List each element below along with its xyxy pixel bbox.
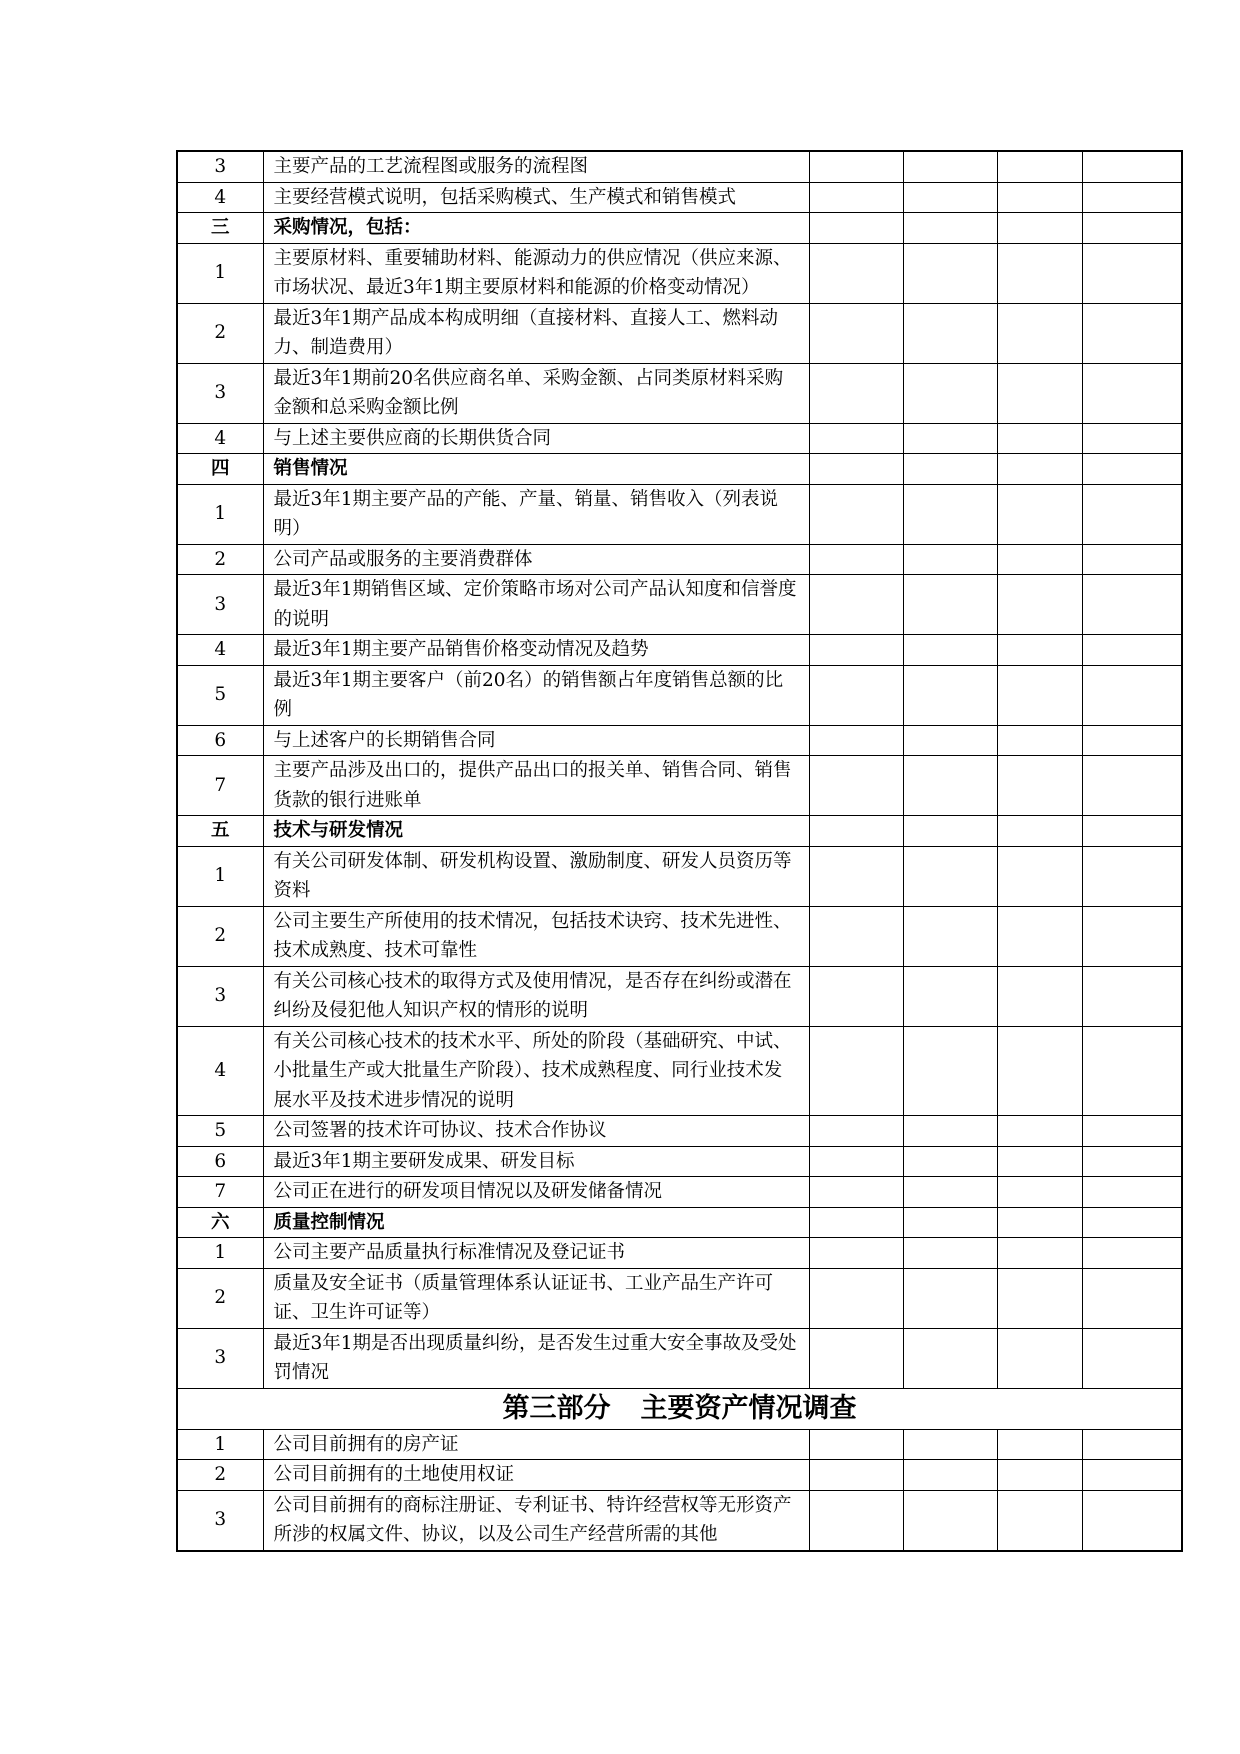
- blank-check-cell: [809, 816, 903, 847]
- checklist-item-row: [177, 182, 1182, 213]
- checklist-item-row: [177, 303, 1182, 363]
- item-number: 2: [177, 1268, 263, 1328]
- checklist-item-row: [177, 665, 1182, 725]
- blank-check-cell: [997, 846, 1082, 906]
- checklist-item-row: [177, 906, 1182, 966]
- blank-check-cell: [809, 303, 903, 363]
- checklist-item-row: [177, 363, 1182, 423]
- section-heading-row: [177, 454, 1182, 485]
- item-description: 主要经营模式说明，包括采购模式、生产模式和销售模式: [263, 182, 809, 213]
- item-description: 有关公司核心技术的取得方式及使用情况，是否存在纠纷或潜在纠纷及侵犯他人知识产权的情形的说明: [263, 966, 809, 1026]
- blank-check-cell: [997, 635, 1082, 666]
- checklist-item-row: [177, 1177, 1182, 1208]
- blank-check-cell: [1082, 213, 1182, 244]
- blank-check-cell: [903, 363, 997, 423]
- checklist-item-row: [177, 756, 1182, 816]
- item-description: 有关公司研发体制、研发机构设置、激励制度、研发人员资历等资料: [263, 846, 809, 906]
- blank-check-cell: [997, 151, 1082, 182]
- blank-check-cell: [809, 756, 903, 816]
- item-number: 1: [177, 1238, 263, 1269]
- blank-check-cell: [997, 363, 1082, 423]
- blank-check-cell: [997, 1429, 1082, 1460]
- checklist-item-row: [177, 846, 1182, 906]
- blank-check-cell: [903, 1177, 997, 1208]
- blank-check-cell: [997, 966, 1082, 1026]
- blank-check-cell: [1082, 1238, 1182, 1269]
- item-number: 3: [177, 966, 263, 1026]
- item-number: 2: [177, 1460, 263, 1491]
- blank-check-cell: [903, 756, 997, 816]
- blank-check-cell: [809, 363, 903, 423]
- checklist-body: [177, 151, 1182, 1551]
- blank-check-cell: [1082, 1207, 1182, 1238]
- blank-check-cell: [809, 635, 903, 666]
- item-description: 最近3年1期主要产品销售价格变动情况及趋势: [263, 635, 809, 666]
- blank-check-cell: [903, 1116, 997, 1147]
- checklist-item-row: [177, 635, 1182, 666]
- section-title: 技术与研发情况: [263, 816, 809, 847]
- blank-check-cell: [903, 816, 997, 847]
- item-description: 公司目前拥有的土地使用权证: [263, 1460, 809, 1491]
- checklist-item-row: [177, 1328, 1182, 1388]
- item-description: 最近3年1期主要研发成果、研发目标: [263, 1146, 809, 1177]
- section-heading-row: [177, 213, 1182, 244]
- section-title: 质量控制情况: [263, 1207, 809, 1238]
- blank-check-cell: [997, 1177, 1082, 1208]
- blank-check-cell: [809, 575, 903, 635]
- blank-check-cell: [809, 423, 903, 454]
- blank-check-cell: [1082, 1177, 1182, 1208]
- blank-check-cell: [1082, 454, 1182, 485]
- blank-check-cell: [997, 182, 1082, 213]
- checklist-item-row: [177, 966, 1182, 1026]
- blank-check-cell: [1082, 423, 1182, 454]
- checklist-item-row: [177, 243, 1182, 303]
- item-number: 4: [177, 182, 263, 213]
- item-number: 3: [177, 1328, 263, 1388]
- blank-check-cell: [903, 1268, 997, 1328]
- blank-check-cell: [903, 966, 997, 1026]
- blank-check-cell: [809, 1238, 903, 1269]
- item-number: 2: [177, 303, 263, 363]
- blank-check-cell: [809, 1328, 903, 1388]
- item-description: 公司主要产品质量执行标准情况及登记证书: [263, 1238, 809, 1269]
- blank-check-cell: [997, 1238, 1082, 1269]
- blank-check-cell: [903, 1026, 997, 1116]
- blank-check-cell: [997, 484, 1082, 544]
- blank-check-cell: [903, 575, 997, 635]
- blank-check-cell: [997, 725, 1082, 756]
- checklist-item-row: [177, 544, 1182, 575]
- blank-check-cell: [809, 243, 903, 303]
- blank-check-cell: [903, 213, 997, 244]
- due-diligence-checklist-table: [176, 150, 1183, 1552]
- checklist-item-row: [177, 1268, 1182, 1328]
- item-number: 6: [177, 1146, 263, 1177]
- blank-check-cell: [809, 665, 903, 725]
- blank-check-cell: [997, 1026, 1082, 1116]
- blank-check-cell: [809, 454, 903, 485]
- blank-check-cell: [809, 1177, 903, 1208]
- item-description: 主要产品的工艺流程图或服务的流程图: [263, 151, 809, 182]
- blank-check-cell: [903, 484, 997, 544]
- blank-check-cell: [809, 1490, 903, 1551]
- item-number: 1: [177, 846, 263, 906]
- item-number: 2: [177, 906, 263, 966]
- item-description: 公司目前拥有的商标注册证、专利证书、特许经营权等无形资产所涉的权属文件、协议，以及公司生产经营所需的其他: [263, 1490, 809, 1551]
- checklist-item-row: [177, 151, 1182, 182]
- item-description: 与上述主要供应商的长期供货合同: [263, 423, 809, 454]
- blank-check-cell: [997, 756, 1082, 816]
- blank-check-cell: [903, 1328, 997, 1388]
- blank-check-cell: [809, 544, 903, 575]
- blank-check-cell: [997, 544, 1082, 575]
- item-number: 4: [177, 635, 263, 666]
- blank-check-cell: [809, 846, 903, 906]
- item-number: 3: [177, 1490, 263, 1551]
- blank-check-cell: [903, 151, 997, 182]
- blank-check-cell: [997, 575, 1082, 635]
- blank-check-cell: [809, 182, 903, 213]
- item-description: 公司目前拥有的房产证: [263, 1429, 809, 1460]
- item-number: 2: [177, 544, 263, 575]
- blank-check-cell: [997, 1328, 1082, 1388]
- item-number: 1: [177, 243, 263, 303]
- blank-check-cell: [1082, 1116, 1182, 1147]
- blank-check-cell: [903, 454, 997, 485]
- blank-check-cell: [903, 243, 997, 303]
- blank-check-cell: [1082, 182, 1182, 213]
- checklist-item-row: [177, 1490, 1182, 1551]
- blank-check-cell: [903, 303, 997, 363]
- blank-check-cell: [997, 423, 1082, 454]
- blank-check-cell: [809, 484, 903, 544]
- blank-check-cell: [903, 182, 997, 213]
- blank-check-cell: [809, 1116, 903, 1147]
- blank-check-cell: [809, 906, 903, 966]
- checklist-item-row: [177, 1146, 1182, 1177]
- blank-check-cell: [997, 1207, 1082, 1238]
- item-number: 1: [177, 484, 263, 544]
- blank-check-cell: [997, 243, 1082, 303]
- blank-check-cell: [997, 816, 1082, 847]
- section-title: 销售情况: [263, 454, 809, 485]
- blank-check-cell: [997, 1460, 1082, 1491]
- checklist-item-row: [177, 1429, 1182, 1460]
- checklist-item-row: [177, 1238, 1182, 1269]
- item-description: 主要原材料、重要辅助材料、能源动力的供应情况（供应来源、市场状况、最近3年1期主要原材料和能源的价格变动情况）: [263, 243, 809, 303]
- part-heading-cell: [177, 1388, 1182, 1429]
- item-description: 有关公司核心技术的技术水平、所处的阶段（基础研究、中试、小批量生产或大批量生产阶段）、技术成熟程度、同行业技术发展水平及技术进步情况的说明: [263, 1026, 809, 1116]
- checklist-item-row: [177, 1460, 1182, 1491]
- part-label: 第三部分: [502, 1392, 611, 1424]
- blank-check-cell: [809, 1026, 903, 1116]
- part-heading-row: [177, 1388, 1182, 1429]
- item-number: 5: [177, 1116, 263, 1147]
- blank-check-cell: [903, 1429, 997, 1460]
- blank-check-cell: [1082, 303, 1182, 363]
- item-number: 3: [177, 151, 263, 182]
- blank-check-cell: [1082, 756, 1182, 816]
- checklist-item-row: [177, 1026, 1182, 1116]
- item-description: 与上述客户的长期销售合同: [263, 725, 809, 756]
- item-description: 公司正在进行的研发项目情况以及研发储备情况: [263, 1177, 809, 1208]
- section-heading-row: [177, 1207, 1182, 1238]
- item-description: 最近3年1期是否出现质量纠纷，是否发生过重大安全事故及受处罚情况: [263, 1328, 809, 1388]
- checklist-item-row: [177, 1116, 1182, 1147]
- item-number: 5: [177, 665, 263, 725]
- blank-check-cell: [809, 1268, 903, 1328]
- blank-check-cell: [1082, 816, 1182, 847]
- blank-check-cell: [997, 906, 1082, 966]
- blank-check-cell: [809, 151, 903, 182]
- blank-check-cell: [997, 303, 1082, 363]
- blank-check-cell: [903, 665, 997, 725]
- item-number: 4: [177, 423, 263, 454]
- blank-check-cell: [1082, 1490, 1182, 1551]
- blank-check-cell: [1082, 1328, 1182, 1388]
- blank-check-cell: [809, 1207, 903, 1238]
- blank-check-cell: [997, 213, 1082, 244]
- blank-check-cell: [903, 1207, 997, 1238]
- blank-check-cell: [1082, 484, 1182, 544]
- blank-check-cell: [997, 1116, 1082, 1147]
- blank-check-cell: [809, 966, 903, 1026]
- blank-check-cell: [1082, 1429, 1182, 1460]
- blank-check-cell: [1082, 1146, 1182, 1177]
- blank-check-cell: [1082, 1268, 1182, 1328]
- item-number: 7: [177, 756, 263, 816]
- item-description: 最近3年1期主要产品的产能、产量、销量、销售收入（列表说明）: [263, 484, 809, 544]
- blank-check-cell: [1082, 151, 1182, 182]
- blank-check-cell: [903, 846, 997, 906]
- item-number: 3: [177, 363, 263, 423]
- blank-check-cell: [903, 544, 997, 575]
- item-description: 公司产品或服务的主要消费群体: [263, 544, 809, 575]
- blank-check-cell: [1082, 575, 1182, 635]
- blank-check-cell: [1082, 1460, 1182, 1491]
- item-number: 6: [177, 725, 263, 756]
- checklist-item-row: [177, 423, 1182, 454]
- blank-check-cell: [1082, 243, 1182, 303]
- section-number: 三: [177, 213, 263, 244]
- item-description: 主要产品涉及出口的，提供产品出口的报关单、销售合同、销售货款的银行进账单: [263, 756, 809, 816]
- blank-check-cell: [903, 906, 997, 966]
- blank-check-cell: [903, 1490, 997, 1551]
- blank-check-cell: [1082, 1026, 1182, 1116]
- blank-check-cell: [903, 1460, 997, 1491]
- blank-check-cell: [809, 1460, 903, 1491]
- item-number: 1: [177, 1429, 263, 1460]
- blank-check-cell: [997, 665, 1082, 725]
- item-description: 公司主要生产所使用的技术情况，包括技术诀窍、技术先进性、技术成熟度、技术可靠性: [263, 906, 809, 966]
- blank-check-cell: [1082, 725, 1182, 756]
- blank-check-cell: [903, 423, 997, 454]
- part-title: 主要资产情况调查: [640, 1392, 857, 1424]
- item-description: 最近3年1期前20名供应商名单、采购金额、占同类原材料采购金额和总采购金额比例: [263, 363, 809, 423]
- blank-check-cell: [1082, 635, 1182, 666]
- blank-check-cell: [997, 1490, 1082, 1551]
- blank-check-cell: [1082, 363, 1182, 423]
- checklist-item-row: [177, 484, 1182, 544]
- checklist-item-row: [177, 575, 1182, 635]
- section-title: 采购情况，包括：: [263, 213, 809, 244]
- blank-check-cell: [809, 1429, 903, 1460]
- section-number: 五: [177, 816, 263, 847]
- item-description: 最近3年1期销售区域、定价策略市场对公司产品认知度和信誉度的说明: [263, 575, 809, 635]
- section-number: 四: [177, 454, 263, 485]
- blank-check-cell: [809, 1146, 903, 1177]
- blank-check-cell: [1082, 906, 1182, 966]
- item-number: 3: [177, 575, 263, 635]
- item-description: 质量及安全证书（质量管理体系认证证书、工业产品生产许可证、卫生许可证等）: [263, 1268, 809, 1328]
- section-number: 六: [177, 1207, 263, 1238]
- blank-check-cell: [903, 725, 997, 756]
- item-number: 4: [177, 1026, 263, 1116]
- blank-check-cell: [903, 635, 997, 666]
- checklist-item-row: [177, 725, 1182, 756]
- section-heading-row: [177, 816, 1182, 847]
- item-description: 最近3年1期产品成本构成明细（直接材料、直接人工、燃料动力、制造费用）: [263, 303, 809, 363]
- blank-check-cell: [1082, 544, 1182, 575]
- item-description: 最近3年1期主要客户（前20名）的销售额占年度销售总额的比例: [263, 665, 809, 725]
- blank-check-cell: [903, 1146, 997, 1177]
- blank-check-cell: [997, 1146, 1082, 1177]
- blank-check-cell: [1082, 665, 1182, 725]
- blank-check-cell: [997, 1268, 1082, 1328]
- item-description: 公司签署的技术许可协议、技术合作协议: [263, 1116, 809, 1147]
- blank-check-cell: [903, 1238, 997, 1269]
- blank-check-cell: [809, 725, 903, 756]
- blank-check-cell: [1082, 846, 1182, 906]
- blank-check-cell: [809, 213, 903, 244]
- blank-check-cell: [997, 454, 1082, 485]
- item-number: 7: [177, 1177, 263, 1208]
- blank-check-cell: [1082, 966, 1182, 1026]
